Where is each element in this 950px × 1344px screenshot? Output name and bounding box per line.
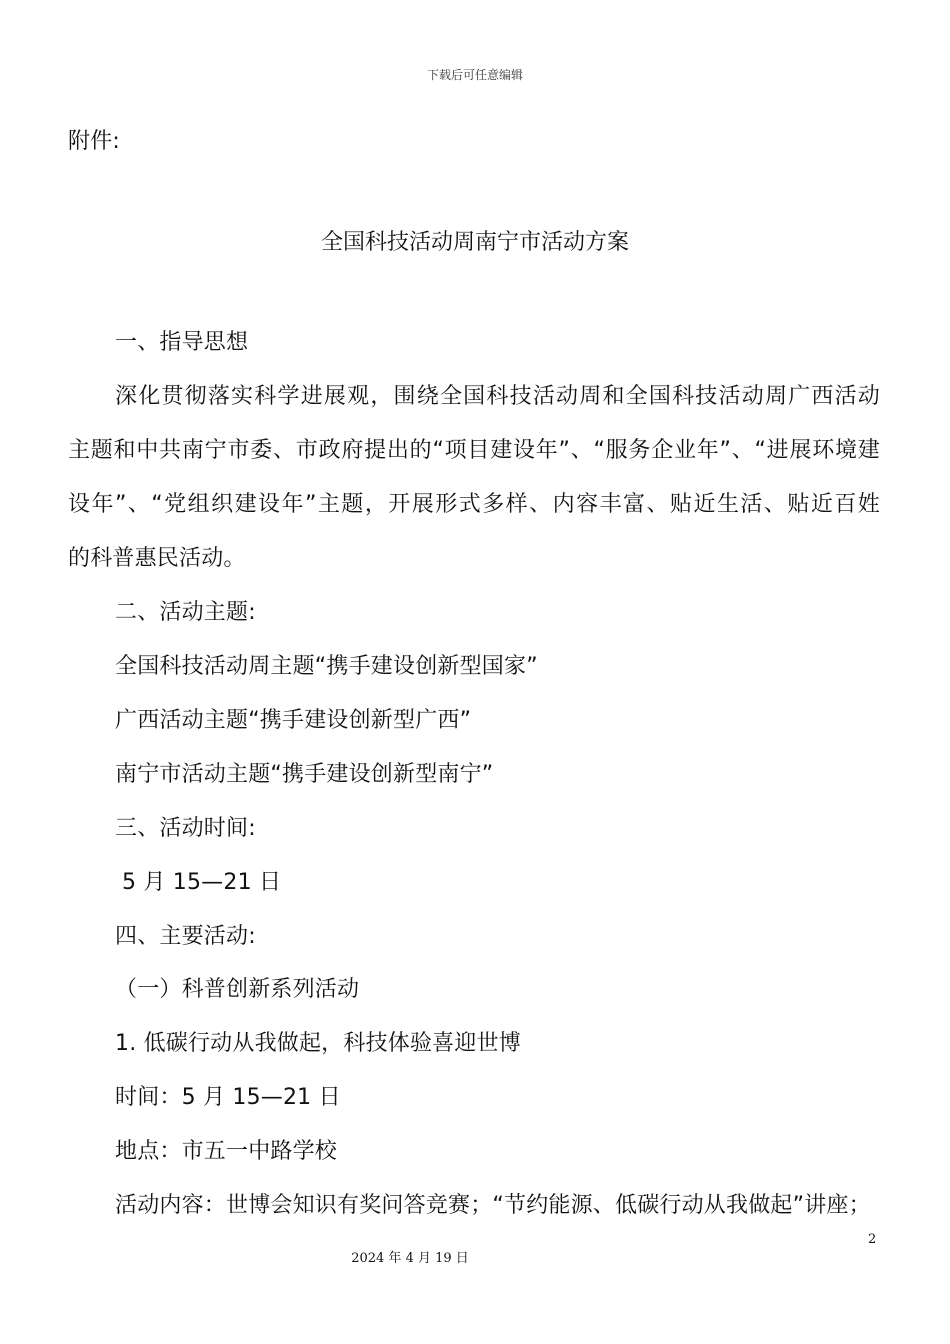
- activity-time: 5 月 15—21 日: [122, 870, 282, 895]
- section-heading-guiding-ideology: 一、指导思想: [115, 330, 249, 355]
- section-heading-main-activities: 四、主要活动:: [115, 924, 256, 949]
- download-note: 下载后可任意编辑: [426, 68, 523, 82]
- item-time: 时间：5 月 15—21 日: [115, 1085, 341, 1110]
- footer-date: 2024 年 4 月 19 日: [351, 1251, 469, 1266]
- paragraph-line-1: 深化贯彻落实科学进展观，围绕全国科技活动周和全国科技活动周广西活动: [115, 384, 880, 409]
- item-content: 活动内容：世博会知识有奖问答竞赛；“节约能源、低碳行动从我做起”讲座；: [115, 1193, 871, 1218]
- paragraph-line-4: 的科普惠民活动。: [68, 546, 246, 571]
- subsection-heading: （一）科普创新系列活动: [115, 977, 360, 1002]
- attachment-label: 附件:: [68, 129, 121, 154]
- document-title: 全国科技活动周南宁市活动方案: [320, 230, 629, 255]
- theme-nanning: 南宁市活动主题“携手建设创新型南宁”: [115, 762, 494, 787]
- theme-guangxi: 广西活动主题“携手建设创新型广西”: [115, 708, 472, 733]
- paragraph-line-3: 设年”、“党组织建设年”主题，开展形式多样、内容丰富、贴近生活、贴近百姓: [68, 492, 880, 517]
- page-number: 2: [868, 1232, 877, 1247]
- item-title: 1. 低碳行动从我做起，科技体验喜迎世博: [115, 1031, 521, 1056]
- section-heading-activity-time: 三、活动时间:: [115, 816, 256, 841]
- item-location: 地点：市五一中路学校: [115, 1139, 338, 1164]
- section-heading-activity-theme: 二、活动主题:: [115, 600, 256, 625]
- paragraph-line-2: 主题和中共南宁市委、市政府提出的“项目建设年”、“服务企业年”、“进展环境建: [68, 438, 880, 463]
- theme-national: 全国科技活动周主题“携手建设创新型国家”: [115, 654, 538, 679]
